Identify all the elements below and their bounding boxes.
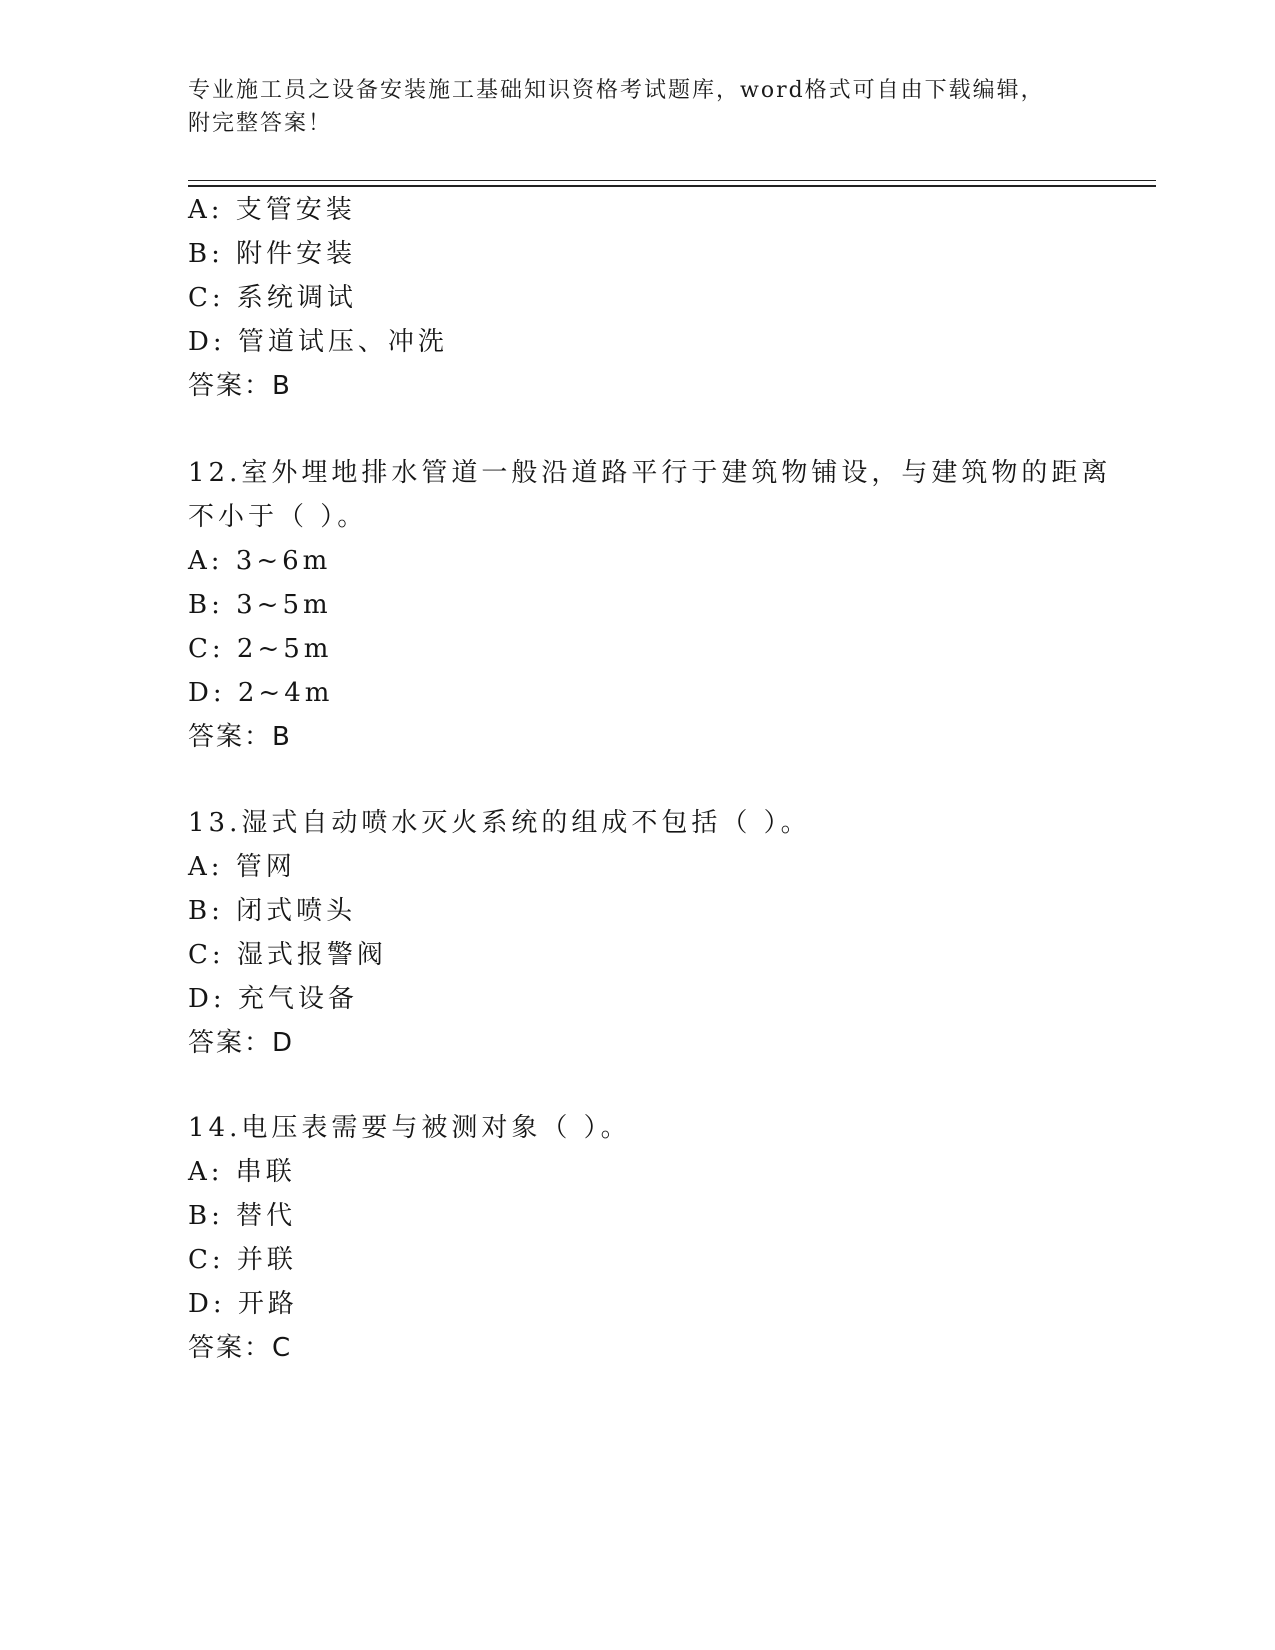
q14-question: 14.电压表需要与被测对象（ ）。	[188, 1113, 631, 1143]
q14-option-d: D: 开路	[188, 1289, 298, 1319]
q14-option-c: C: 并联	[188, 1245, 297, 1275]
header-rule-thin	[188, 180, 1156, 181]
q13-option-c: C: 湿式报警阀	[188, 940, 387, 970]
q13-option-a: A: 管网	[188, 852, 296, 882]
q13-answer: 答案：D	[188, 1028, 295, 1058]
q12-question-line-1: 12.室外埋地排水管道一般沿道路平行于建筑物铺设，与建筑物的距离	[188, 458, 1112, 488]
q11-option-c: C: 系统调试	[188, 283, 357, 313]
q12-question-line-2: 不小于（ ）。	[188, 502, 368, 532]
q14-option-b: B: 替代	[188, 1201, 297, 1231]
q12-option-b: B: 3~5m	[188, 590, 332, 620]
header-line-2: 附完整答案！	[188, 111, 333, 136]
q13-option-b: B: 闭式喷头	[188, 896, 357, 926]
q11-answer: 答案：B	[188, 371, 292, 401]
q12-option-d: D: 2~4m	[188, 678, 334, 708]
header-line-1: 专业施工员之设备安装施工基础知识资格考试题库，word格式可自由下载编辑，	[188, 78, 1045, 103]
q11-option-a: A: 支管安装	[188, 195, 356, 225]
q14-answer: 答案：C	[188, 1333, 293, 1363]
q12-answer: 答案：B	[188, 722, 292, 752]
header-rule-thick	[188, 185, 1156, 187]
q14-option-a: A: 串联	[188, 1157, 296, 1187]
q11-option-d: D: 管道试压、冲洗	[188, 327, 448, 357]
q13-option-d: D: 充气设备	[188, 984, 358, 1014]
q13-question: 13.湿式自动喷水灭火系统的组成不包括（ ）。	[188, 808, 811, 838]
document-header	[188, 74, 1088, 140]
q12-option-a: A: 3~6m	[188, 546, 332, 576]
q11-option-b: B: 附件安装	[188, 239, 357, 269]
q12-option-c: C: 2~5m	[188, 634, 333, 664]
